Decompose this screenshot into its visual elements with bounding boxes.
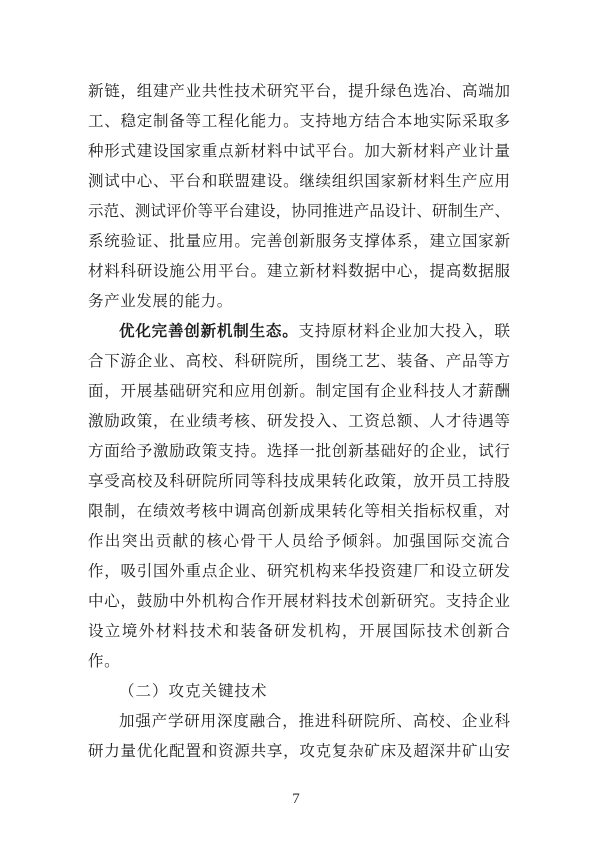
- paragraph: [88, 317, 510, 677]
- text-line: [88, 137, 510, 167]
- text-line: [88, 437, 510, 467]
- text-segment: 限制，在绩效考核中调高创新成果转化等相关指标权重，对: [88, 503, 510, 520]
- paragraph: [88, 77, 510, 317]
- text-line: [88, 527, 510, 557]
- text-segment: 种形式建设国家重点新材料中试平台。加大新材料产业计量: [88, 143, 510, 160]
- text-segment: 激励政策，在业绩考核、研发投入、工资总额、人才待遇等: [88, 413, 510, 430]
- text-segment: 中心，鼓励中外机构合作开展材料技术创新研究。支持企业: [88, 593, 510, 610]
- text-segment: 设立境外材料技术和装备研发机构，开展国际技术创新合: [88, 623, 510, 640]
- text-line: [88, 227, 510, 257]
- text-segment: 作。: [88, 653, 121, 670]
- text-line: [88, 617, 510, 647]
- text-line: [88, 467, 510, 497]
- text-line: [88, 497, 510, 527]
- text-line: [88, 107, 510, 137]
- text-line: [88, 587, 510, 617]
- section-heading: [88, 677, 510, 707]
- text-segment: 材料科研设施公用平台。建立新材料数据中心，提高数据服: [88, 263, 510, 280]
- text-line: [88, 167, 510, 197]
- text-line: [88, 707, 510, 737]
- text-segment: 支持原材料企业加大投入，联: [298, 323, 510, 340]
- text-line: [88, 557, 510, 587]
- text-segment: 加强产学研用深度融合，推进科研院所、高校、企业科: [119, 713, 510, 730]
- text-segment: 作出突出贡献的核心骨干人员给予倾斜。加强国际交流合: [88, 533, 510, 550]
- text-segment: 研力量优化配置和资源共享，攻克复杂矿床及超深井矿山安: [88, 743, 510, 760]
- heading-line: [88, 677, 510, 707]
- page-number: 7: [292, 791, 300, 807]
- text-segment: （二）攻克关键技术: [119, 683, 268, 700]
- text-segment: 示范、测试评价等平台建设，协同推进产品设计、研制生产、: [88, 203, 510, 220]
- text-line: [88, 287, 510, 317]
- text-line: [88, 77, 510, 107]
- text-line: [88, 377, 510, 407]
- text-line: [88, 347, 510, 377]
- text-line: [88, 407, 510, 437]
- text-segment: 工、稳定制备等工程化能力。支持地方结合本地实际采取多: [88, 113, 510, 130]
- text-segment: 作，吸引国外重点企业、研究机构来华投资建厂和设立研发: [88, 563, 510, 580]
- text-segment: 合下游企业、高校、科研院所，围绕工艺、装备、产品等方: [88, 353, 510, 370]
- document-body: [88, 77, 510, 767]
- text-segment: 系统验证、批量应用。完善创新服务支撑体系，建立国家新: [88, 233, 510, 250]
- text-segment: 方面给予激励政策支持。选择一批创新基础好的企业，试行: [88, 443, 510, 460]
- bold-lead-in: 优化完善创新机制生态。: [119, 323, 299, 340]
- text-segment: 务产业发展的能力。: [88, 293, 233, 310]
- text-segment: 享受高校及科研院所同等科技成果转化政策，放开员工持股: [88, 473, 510, 490]
- paragraph: [88, 707, 510, 767]
- text-line: [88, 647, 510, 677]
- text-segment: 面，开展基础研究和应用创新。制定国有企业科技人才薪酬: [88, 383, 510, 400]
- text-line: [88, 737, 510, 767]
- text-line: [88, 317, 510, 347]
- text-segment: 新链，组建产业共性技术研究平台，提升绿色选冶、高端加: [88, 83, 510, 100]
- text-line: [88, 197, 510, 227]
- text-segment: 测试中心、平台和联盟建设。继续组织国家新材料生产应用: [88, 173, 510, 190]
- text-line: [88, 257, 510, 287]
